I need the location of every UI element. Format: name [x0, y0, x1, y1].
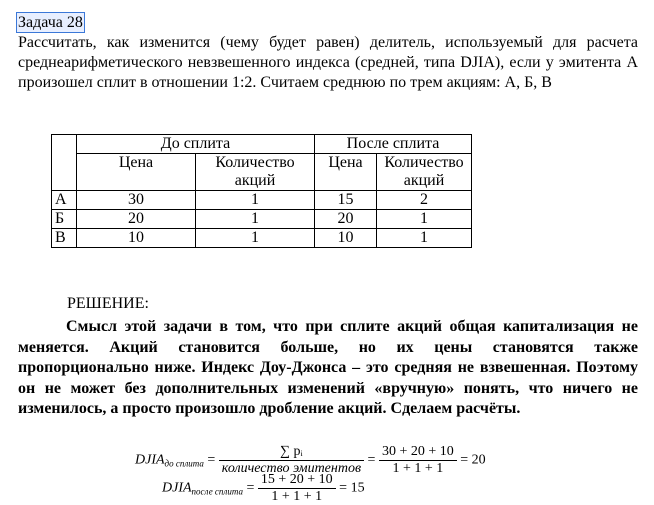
table-group-after: После сплита [315, 135, 472, 154]
table-header-row-groups [52, 135, 472, 154]
formula2-result: = 15 [339, 480, 365, 496]
formula1-lhs-sub: до сплита [164, 458, 204, 469]
formula1-frac2: $\frac{30 + 20 + 10}{1 + 1 + 1}$ [379, 444, 457, 477]
table-col-qty-after: Количество акций [377, 154, 472, 191]
table-row: Б 20 1 20 1 [52, 210, 472, 229]
formula2-lhs: DJIA [162, 480, 192, 496]
table-row: А 30 1 15 2 [52, 191, 472, 210]
split-table [51, 134, 472, 248]
solution-heading: РЕШЕНИЕ: [67, 295, 149, 312]
formula1-result: = 20 [460, 452, 486, 468]
table-header-row-cols [52, 154, 472, 191]
table-col-price-after: Цена [315, 154, 377, 191]
formula1-frac1: $\frac{\text{∑ pᵢ}}{\text{количество эмитентов}}$ [219, 444, 364, 477]
solution-text: Смысл этой задачи в том, что при сплите акций общая капитализация не меняется. Акций становится больше, но их цены становятся также пропорционально ниже. Индекс Доу-Джонса – это средняя не взвешенная. Поэтому он не может без дополнительных изменений «вручную» понять, что ничего не изменилось, а просто произошло дробление акций. Сделаем расчёты. [18, 318, 638, 417]
formula2-lhs-sub: после сплита [191, 486, 243, 497]
formula-before-split: $DJIA_{до сплита}$ = $\frac{\text{∑ pᵢ}}{\text{количество эмитентов}}$ = $\frac{30 + 20 + 10}{1 + 1 + 1}$ = 20 [135, 444, 486, 476]
formula2-frac: $\frac{15 + 20 + 10}{1 + 1 + 1}$ [258, 472, 336, 505]
table-row: В 10 1 10 1 [52, 229, 472, 248]
table-col-qty-before: Количество акций [196, 154, 315, 191]
table-corner-cell [52, 135, 77, 191]
table-col-price-before: Цена [77, 154, 196, 191]
formula-after-split: $DJIA_{после сплита}$ = $\frac{15 + 20 + 10}{1 + 1 + 1}$ = 15 [162, 472, 365, 504]
task-title: Задача 28 [18, 14, 83, 31]
formula1-lhs: DJIA [135, 452, 165, 468]
task-statement: Рассчитать, как изменится (чему будет равен) делитель, используемый для расчета среднеарифметического невзвешенного индекса (средней, типа DJIA), если у эмитента А произошел сплит в отношении 1:2. Считаем среднюю по трем акциям: А, Б, В [18, 34, 638, 91]
table-group-before: До сплита [77, 135, 315, 154]
